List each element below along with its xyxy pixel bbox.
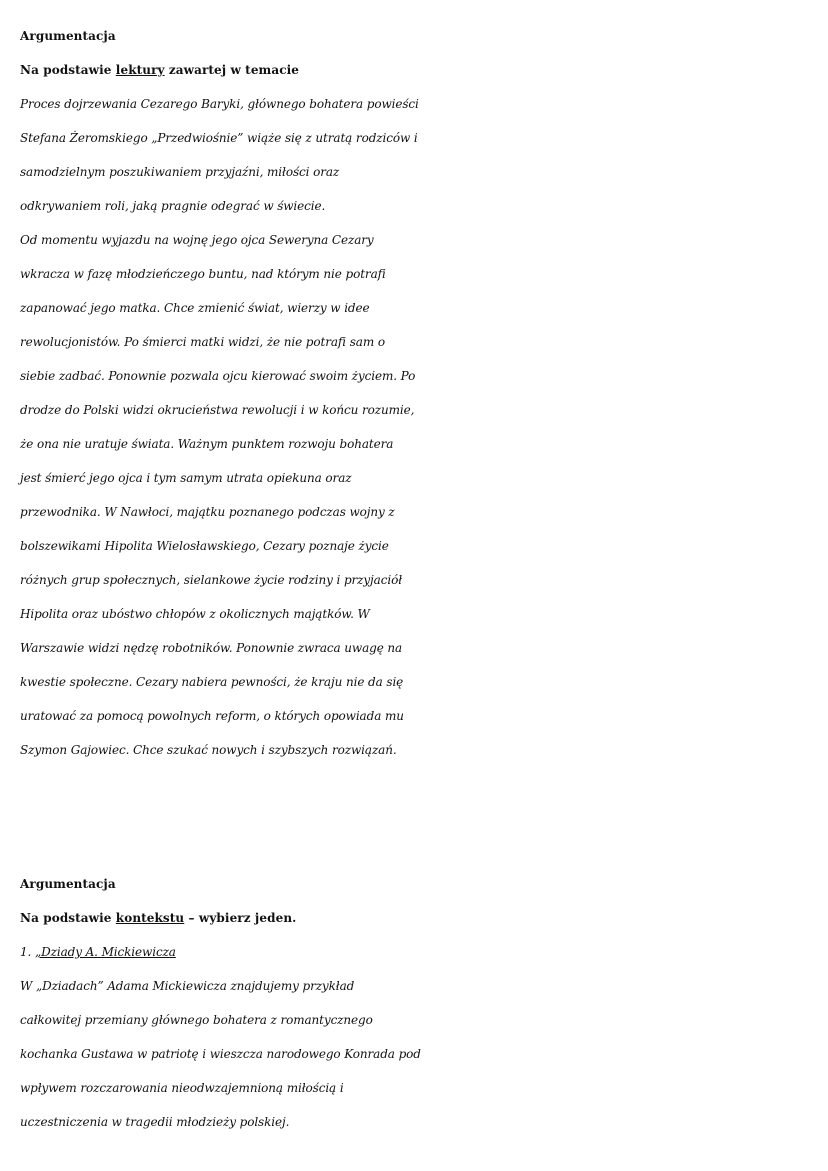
list-item-title xyxy=(20,935,820,969)
paragraph-line: bolszewikami Hipolita Wielosławskiego, Cezary poznaje życie xyxy=(20,539,389,553)
paragraph-line: siebie zadbać. Ponownie pozwala ojcu kierować swoim życiem. Po xyxy=(20,369,416,383)
paragraph-line: wkracza w fazę młodzieńczego buntu, nad którym nie potrafi xyxy=(20,267,386,281)
paragraph-line: całkowitej przemiany głównego bohatera z romantycznego xyxy=(20,1013,373,1027)
section-lektura xyxy=(20,19,820,767)
subtitle-underlined-word: kontekstu xyxy=(115,911,185,925)
paragraph-line: różnych grup społecznych, sielankowe życie rodziny i przyjaciół xyxy=(20,573,403,587)
paragraph-line: wpływem rozczarowania nieodwzajemnioną miłością i xyxy=(20,1081,344,1095)
section-kontekst xyxy=(20,867,820,1139)
paragraph-line: przewodnika. W Nawłoci, majątku poznanego podczas wojny z xyxy=(20,505,395,519)
list-item-title-text: „Dziady A. Mickiewicza xyxy=(34,945,176,959)
subtitle-suffix: zawartej w temacie xyxy=(164,63,300,77)
subtitle-prefix: Na podstawie xyxy=(20,63,116,77)
section-subtitle xyxy=(20,53,820,87)
paragraph-line: uratować za pomocą powolnych reform, o których opowiada mu xyxy=(20,709,404,723)
section-subtitle xyxy=(20,901,820,935)
paragraph-line: zapanować jego matka. Chce zmienić świat, wierzy w idee xyxy=(20,301,370,315)
paragraph-line: kochanka Gustawa w patriotę i wieszcza narodowego Konrada pod xyxy=(20,1047,421,1061)
subtitle-suffix: – wybierz jeden. xyxy=(184,911,297,925)
paragraph-line: Hipolita oraz ubóstwo chłopów z okolicznych majątków. W xyxy=(20,607,370,621)
paragraph-line: rewolucjonistów. Po śmierci matki widzi, że nie potrafi sam o xyxy=(20,335,385,349)
paragraph-line: Proces dojrzewania Cezarego Baryki, głównego bohatera powieści xyxy=(20,97,419,111)
paragraph-line: jest śmierć jego ojca i tym samym utrata opiekuna oraz xyxy=(20,471,352,485)
paragraph-line: W „Dziadach” Adama Mickiewicza znajdujemy przykład xyxy=(20,979,355,993)
subtitle-prefix: Na podstawie xyxy=(20,911,116,925)
subtitle-underlined-word: lektury xyxy=(115,63,165,77)
paragraph-line: że ona nie uratuje świata. Ważnym punktem rozwoju bohatera xyxy=(20,437,394,451)
section-title: Argumentacja xyxy=(20,29,116,43)
document-page xyxy=(20,19,820,1139)
paragraph-line: Stefana Żeromskiego „Przedwiośnie” wiąże się z utratą rodziców i xyxy=(20,131,418,145)
paragraph-line: uczestniczenia w tragedii młodzieży polskiej. xyxy=(20,1115,290,1129)
paragraph xyxy=(20,935,820,1139)
paragraph-line: samodzielnym poszukiwaniem przyjaźni, miłości oraz xyxy=(20,165,340,179)
paragraph-line: kwestie społeczne. Cezary nabiera pewności, że kraju nie da się xyxy=(20,675,404,689)
paragraph xyxy=(20,87,820,767)
paragraph-line: Szymon Gajowiec. Chce szukać nowych i szybszych rozwiązań. xyxy=(20,743,397,757)
paragraph-line: odkrywaniem roli, jaką pragnie odegrać w świecie. xyxy=(20,199,326,213)
section-title: Argumentacja xyxy=(20,877,116,891)
paragraph-line: drodze do Polski widzi okrucieństwa rewolucji i w końcu rozumie, xyxy=(20,403,415,417)
paragraph-line: Od momentu wyjazdu na wojnę jego ojca Seweryna Cezary xyxy=(20,233,374,247)
list-item-number: 1. xyxy=(20,945,35,959)
paragraph-line: Warszawie widzi nędzę robotników. Ponownie zwraca uwagę na xyxy=(20,641,403,655)
